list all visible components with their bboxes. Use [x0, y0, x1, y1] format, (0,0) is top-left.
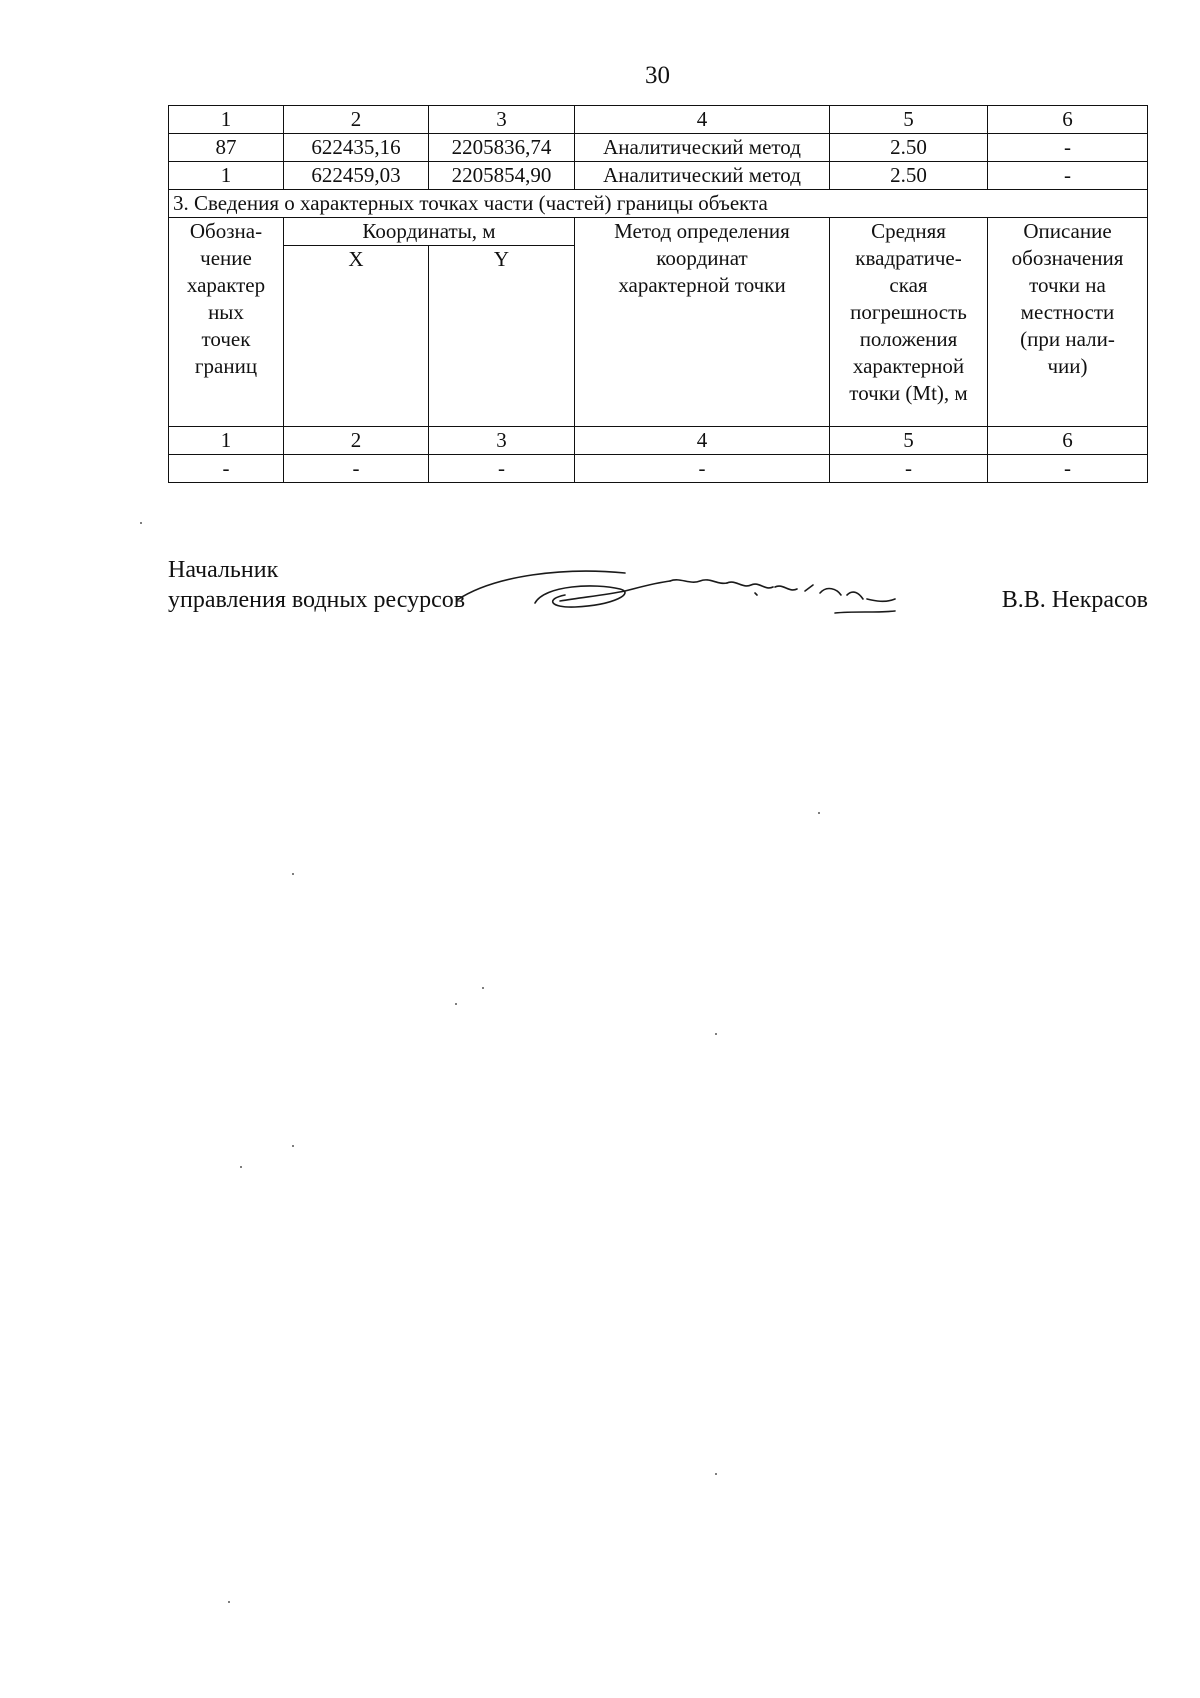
header-x: X	[284, 246, 429, 427]
header-description: Описание обозначения точки на местности (при нали- чии)	[988, 218, 1148, 427]
column-number: 2	[284, 106, 429, 134]
scan-speck	[455, 1003, 457, 1005]
scan-speck	[292, 873, 294, 875]
scan-speck	[292, 1145, 294, 1147]
column-number: 1	[169, 106, 284, 134]
column-number: 4	[575, 427, 830, 455]
x-coordinate-cell: 622459,03	[284, 162, 429, 190]
header-y: Y	[429, 246, 575, 427]
empty-cell: -	[284, 455, 429, 483]
table-row	[169, 455, 1148, 483]
header-row-1	[169, 218, 1148, 246]
scan-speck	[228, 1601, 230, 1603]
description-cell: -	[988, 134, 1148, 162]
empty-cell: -	[169, 455, 284, 483]
page-number: 30	[645, 62, 670, 89]
column-number: 4	[575, 106, 830, 134]
scan-speck	[715, 1473, 717, 1475]
column-number: 5	[830, 427, 988, 455]
column-number: 1	[169, 427, 284, 455]
method-cell: Аналитический метод	[575, 162, 830, 190]
scan-speck	[482, 987, 484, 989]
empty-cell: -	[988, 455, 1148, 483]
column-number: 6	[988, 427, 1148, 455]
method-cell: Аналитический метод	[575, 134, 830, 162]
point-number-cell: 1	[169, 162, 284, 190]
scan-speck	[818, 812, 820, 814]
column-number: 3	[429, 427, 575, 455]
y-coordinate-cell: 2205854,90	[429, 162, 575, 190]
error-cell: 2.50	[830, 162, 988, 190]
empty-cell: -	[429, 455, 575, 483]
signer-title-line1: Начальник	[168, 557, 279, 583]
section-title: 3. Сведения о характерных точках части (частей) границы объекта	[169, 190, 1148, 218]
header-error: Средняя квадратиче- ская погрешность положения характерной точки (Mt), м	[830, 218, 988, 427]
scan-speck	[240, 1166, 242, 1168]
y-coordinate-cell: 2205836,74	[429, 134, 575, 162]
table-row	[169, 134, 1148, 162]
column-number: 2	[284, 427, 429, 455]
coordinates-table	[168, 105, 1148, 483]
handwritten-signature	[455, 555, 975, 625]
scan-speck	[140, 522, 142, 524]
column-number-row	[169, 106, 1148, 134]
description-cell: -	[988, 162, 1148, 190]
point-number-cell: 87	[169, 134, 284, 162]
column-number-row	[169, 427, 1148, 455]
signer-name: В.В. Некрасов	[1001, 587, 1148, 613]
error-cell: 2.50	[830, 134, 988, 162]
empty-cell: -	[830, 455, 988, 483]
column-number: 3	[429, 106, 575, 134]
header-method: Метод определения координат характерной точки	[575, 218, 830, 427]
empty-cell: -	[575, 455, 830, 483]
table-row	[169, 162, 1148, 190]
signer-title-line2: управления водных ресурсов	[168, 587, 466, 613]
header-coordinates: Координаты, м	[284, 218, 575, 246]
section-title-row	[169, 190, 1148, 218]
x-coordinate-cell: 622435,16	[284, 134, 429, 162]
scan-speck	[715, 1033, 717, 1035]
header-designation: Обозна- чение характер ных точек границ	[169, 218, 284, 427]
column-number: 6	[988, 106, 1148, 134]
column-number: 5	[830, 106, 988, 134]
